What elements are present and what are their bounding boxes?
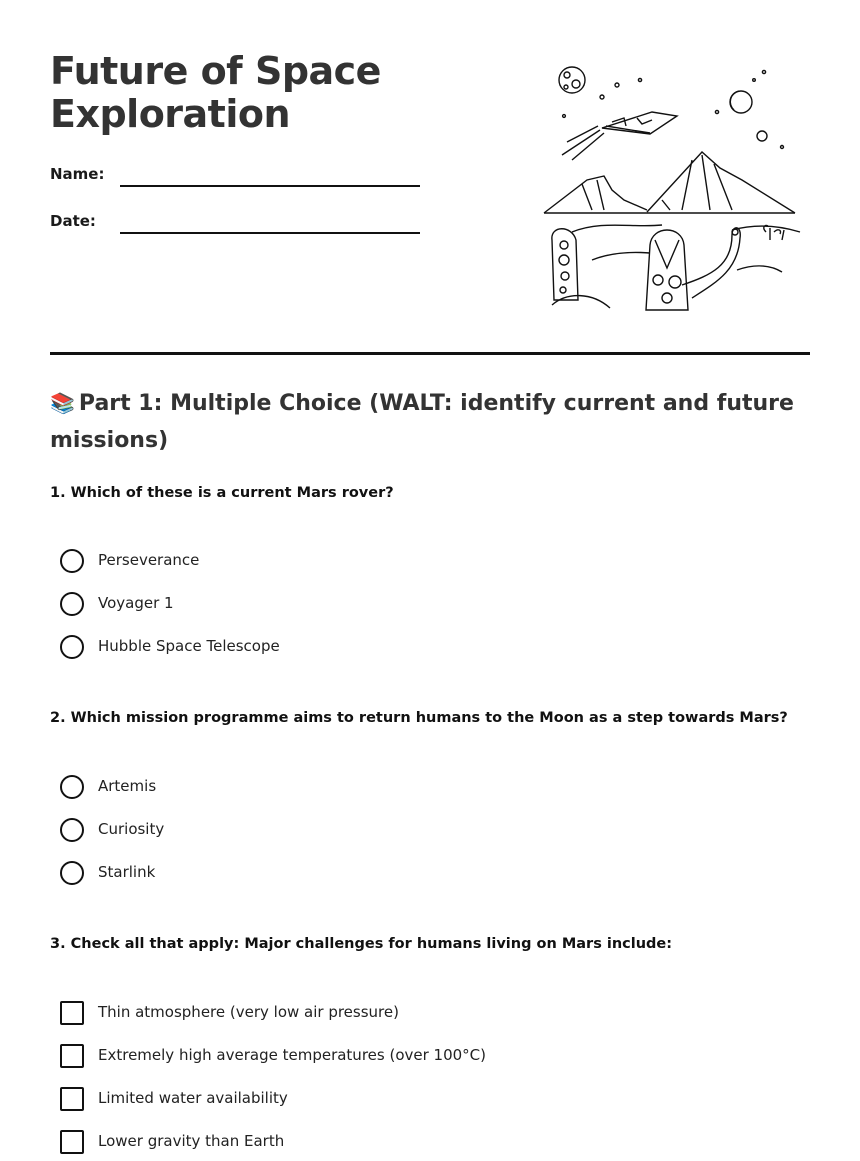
date-line[interactable]	[120, 232, 420, 234]
q3-option-1[interactable]	[60, 1001, 760, 1027]
q3-option-4[interactable]	[60, 1130, 760, 1156]
checkbox[interactable]	[60, 1130, 84, 1154]
option-label: Artemis	[98, 777, 157, 795]
q1-option-2[interactable]	[60, 592, 760, 618]
option-label: Limited water availability	[98, 1089, 288, 1107]
option-label: Hubble Space Telescope	[98, 637, 280, 655]
name-label: Name:	[50, 165, 105, 183]
title-line-1: Future of Space	[50, 49, 381, 93]
radio-button[interactable]	[60, 818, 84, 842]
question-1: 1. Which of these is a current Mars rover?	[50, 485, 394, 501]
q2-option-1[interactable]	[60, 775, 760, 801]
option-label: Perseverance	[98, 551, 200, 569]
name-line[interactable]	[120, 185, 420, 187]
radio-button[interactable]	[60, 592, 84, 616]
title-line-2: Exploration	[50, 92, 291, 136]
date-field[interactable]	[50, 212, 420, 234]
q2-option-2[interactable]	[60, 818, 760, 844]
option-label: Extremely high average temperatures (over 100°C)	[98, 1046, 486, 1064]
worksheet-page	[50, 0, 810, 1150]
option-label: Lower gravity than Earth	[98, 1132, 285, 1150]
books-icon: 📚	[50, 391, 75, 415]
date-label: Date:	[50, 212, 96, 230]
checkbox[interactable]	[60, 1087, 84, 1111]
option-label: Starlink	[98, 863, 156, 881]
worksheet-title	[50, 50, 490, 136]
option-label: Thin atmosphere (very low air pressure)	[98, 1003, 399, 1021]
radio-button[interactable]	[60, 775, 84, 799]
checkbox[interactable]	[60, 1001, 84, 1025]
radio-button[interactable]	[60, 549, 84, 573]
worksheet-header	[50, 0, 810, 355]
name-field[interactable]	[50, 165, 420, 187]
radio-button[interactable]	[60, 861, 84, 885]
q3-option-3[interactable]	[60, 1087, 760, 1113]
q3-option-2[interactable]	[60, 1044, 760, 1070]
part1-heading	[50, 385, 810, 459]
question-3: 3. Check all that apply: Major challenges for humans living on Mars include:	[50, 936, 673, 952]
checkbox[interactable]	[60, 1044, 84, 1068]
part1-title: Part 1: Multiple Choice (WALT: identify current and future missions)	[50, 391, 794, 453]
option-label: Voyager 1	[98, 594, 174, 612]
q1-option-3[interactable]	[60, 635, 760, 661]
q1-option-1[interactable]	[60, 549, 760, 575]
question-2: 2. Which mission programme aims to return humans to the Moon as a step towards Mars?	[50, 710, 788, 726]
q2-option-3[interactable]	[60, 861, 760, 887]
option-label: Curiosity	[98, 820, 165, 838]
radio-button[interactable]	[60, 635, 84, 659]
space-landscape-illustration	[542, 60, 804, 320]
